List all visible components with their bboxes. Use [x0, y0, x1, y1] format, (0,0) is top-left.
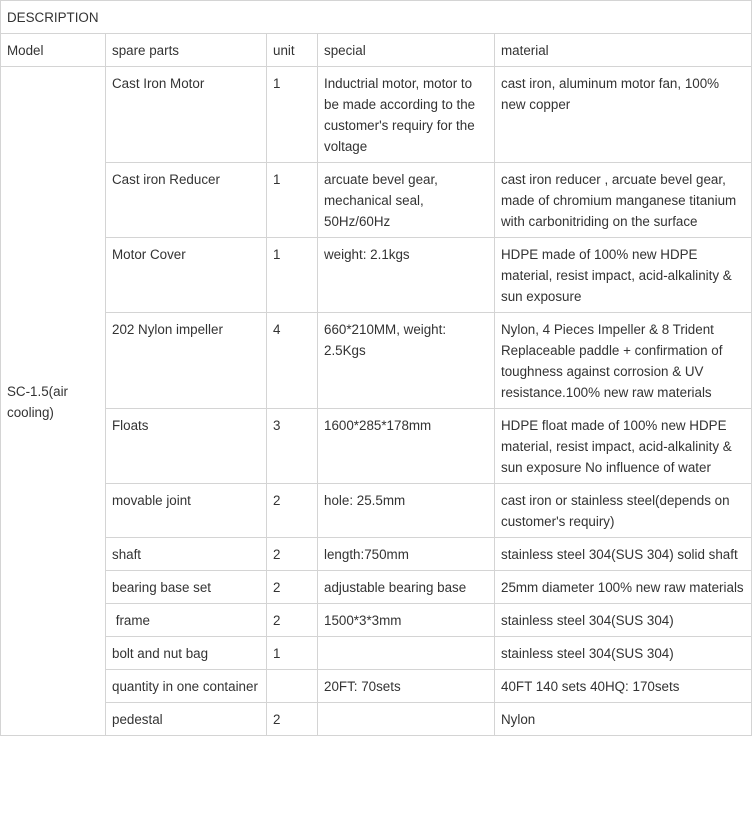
cell-spare-part: bolt and nut bag [106, 637, 267, 670]
cell-material: Nylon, 4 Pieces Impeller & 8 Trident Replaceable paddle + confirmation of toughness against corrosion & UV resistance.100% new raw materials [495, 313, 752, 409]
table-row [1, 637, 752, 670]
cell-material: 40FT 140 sets 40HQ: 170sets [495, 670, 752, 703]
table-row [1, 571, 752, 604]
model-cell: SC-1.5(air cooling) [1, 67, 106, 736]
cell-unit: 2 [267, 703, 318, 736]
cell-spare-part: movable joint [106, 484, 267, 538]
cell-unit: 1 [267, 238, 318, 313]
cell-special: adjustable bearing base [318, 571, 495, 604]
header-material: material [495, 34, 752, 67]
table-row [1, 163, 752, 238]
cell-spare-part: Cast Iron Motor [106, 67, 267, 163]
cell-special: 1500*3*3mm [318, 604, 495, 637]
cell-material: stainless steel 304(SUS 304) [495, 604, 752, 637]
cell-special: 660*210MM, weight: 2.5Kgs [318, 313, 495, 409]
cell-spare-part: quantity in one container [106, 670, 267, 703]
cell-material: stainless steel 304(SUS 304) [495, 637, 752, 670]
table-row [1, 238, 752, 313]
cell-unit: 1 [267, 637, 318, 670]
table-caption: DESCRIPTION [1, 1, 752, 34]
table-row [1, 67, 752, 163]
cell-spare-part: frame [106, 604, 267, 637]
cell-spare-part: Cast iron Reducer [106, 163, 267, 238]
cell-special: arcuate bevel gear, mechanical seal, 50Hz/60Hz [318, 163, 495, 238]
table-row [1, 409, 752, 484]
header-spare-parts: spare parts [106, 34, 267, 67]
table-caption-row [1, 1, 752, 34]
cell-spare-part: 202 Nylon impeller [106, 313, 267, 409]
cell-special: 20FT: 70sets [318, 670, 495, 703]
cell-special [318, 637, 495, 670]
table-row [1, 484, 752, 538]
cell-special: hole: 25.5mm [318, 484, 495, 538]
cell-unit: 2 [267, 604, 318, 637]
cell-special: Inductrial motor, motor to be made according to the customer's requiry for the voltage [318, 67, 495, 163]
cell-material: HDPE float made of 100% new HDPE material, resist impact, acid-alkalinity & sun exposure No influence of water [495, 409, 752, 484]
table-row [1, 538, 752, 571]
table-row [1, 703, 752, 736]
table-row [1, 313, 752, 409]
cell-spare-part: Floats [106, 409, 267, 484]
cell-material: 25mm diameter 100% new raw materials [495, 571, 752, 604]
cell-spare-part: shaft [106, 538, 267, 571]
cell-spare-part: bearing base set [106, 571, 267, 604]
cell-spare-part: Motor Cover [106, 238, 267, 313]
cell-material: Nylon [495, 703, 752, 736]
cell-special: weight: 2.1kgs [318, 238, 495, 313]
cell-special: 1600*285*178mm [318, 409, 495, 484]
cell-material: cast iron or stainless steel(depends on customer's requiry) [495, 484, 752, 538]
cell-unit: 4 [267, 313, 318, 409]
header-unit: unit [267, 34, 318, 67]
cell-material: HDPE made of 100% new HDPE material, resist impact, acid-alkalinity & sun exposure [495, 238, 752, 313]
cell-unit: 2 [267, 571, 318, 604]
cell-unit: 1 [267, 67, 318, 163]
cell-unit: 2 [267, 538, 318, 571]
cell-unit: 3 [267, 409, 318, 484]
cell-material: cast iron reducer , arcuate bevel gear, made of chromium manganese titanium with carbonitriding on the surface [495, 163, 752, 238]
cell-special [318, 703, 495, 736]
table-row [1, 670, 752, 703]
header-model: Model [1, 34, 106, 67]
cell-unit: 2 [267, 484, 318, 538]
cell-unit: 1 [267, 163, 318, 238]
table-row [1, 604, 752, 637]
header-special: special [318, 34, 495, 67]
cell-unit [267, 670, 318, 703]
cell-spare-part: pedestal [106, 703, 267, 736]
cell-material: stainless steel 304(SUS 304) solid shaft [495, 538, 752, 571]
cell-material: cast iron, aluminum motor fan, 100% new copper [495, 67, 752, 163]
header-row [1, 34, 752, 67]
cell-special: length:750mm [318, 538, 495, 571]
